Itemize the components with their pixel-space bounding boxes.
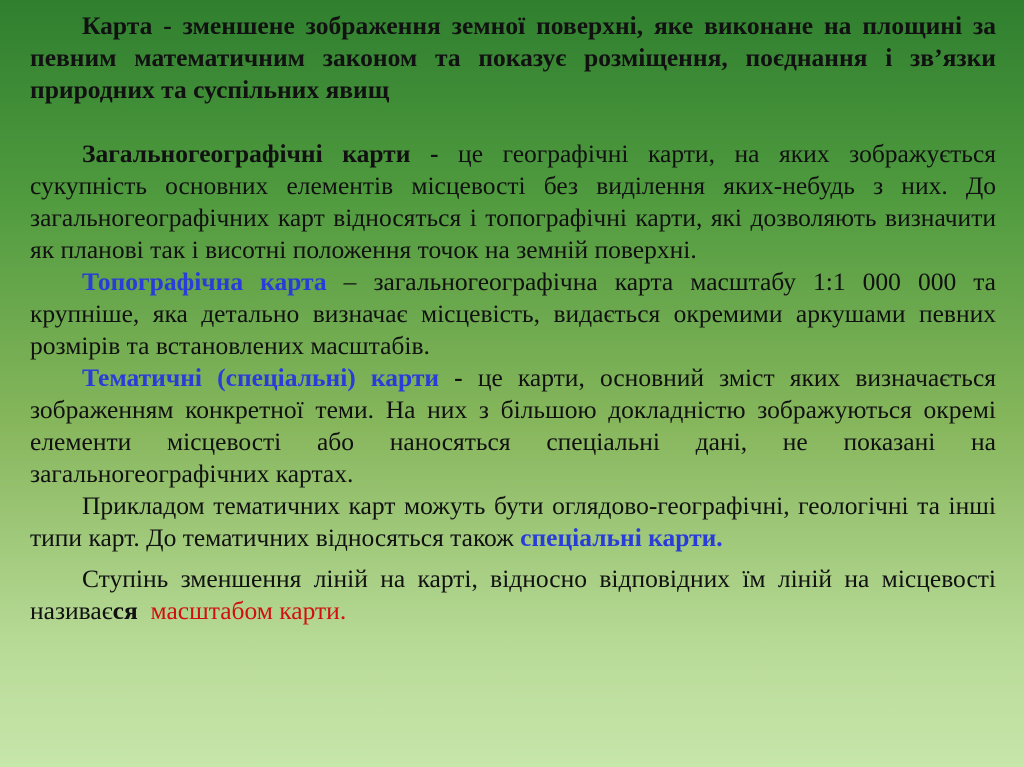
thematic-maps-text: це карти, основний зміст яких визначається зображенням конкретної теми. На них з більшою докладністю зображуються окремі елементи місцевості або наносяться спеціальні дані, не показані на загальногеографічних картах.	[30, 363, 996, 488]
scale-spacer	[138, 596, 151, 625]
thematic-maps-dash: -	[439, 363, 463, 392]
thematic-maps-paragraph	[30, 362, 996, 490]
map-definition	[30, 10, 996, 106]
scale-text: Ступінь зменшення ліній на карті, відносно відповідних їм ліній на місцевості називає	[30, 564, 996, 625]
slide-text	[30, 10, 996, 627]
special-maps-term: спеціальні карти.	[520, 523, 723, 552]
general-maps-text: це географічні карти, на яких зображується сукупність основних елементів місцевості без виділення яких-небудь з них. До загальногеографічних карт відносяться і топографічні карти, які дозволяють визначити як планові так і висотні положення точок на земній поверхні.	[30, 139, 996, 264]
topographic-map-text: – загальногеографічна карта масштабу 1:1 000 000 та крупніше, яка детально визначає місцевість, видається окремими аркушами певних розмірів та встановлених масштабів.	[30, 267, 996, 360]
topographic-map-term: Топографічна карта	[82, 267, 327, 296]
scale-text-bold: ся	[112, 596, 138, 625]
scale-paragraph	[30, 563, 996, 627]
thematic-maps-term: Тематичні (спеціальні) карти	[82, 363, 440, 392]
general-maps-paragraph	[30, 138, 996, 266]
general-maps-term: Загальногеографічні карти -	[82, 139, 439, 168]
topographic-map-paragraph	[30, 266, 996, 362]
map-definition-text: Карта - зменшене зображення земної поверхні, яке виконане на площині за певним математичним законом та показує розміщення, поєднання і зв’язки природних та суспільних явищ	[30, 11, 996, 104]
examples-paragraph	[30, 490, 996, 554]
map-scale-term: масштабом карти.	[150, 596, 347, 625]
examples-text: Прикладом тематичних карт можуть бути оглядово-географічні, геологічні та інші типи карт. До тематичних відносяться також	[30, 491, 996, 552]
